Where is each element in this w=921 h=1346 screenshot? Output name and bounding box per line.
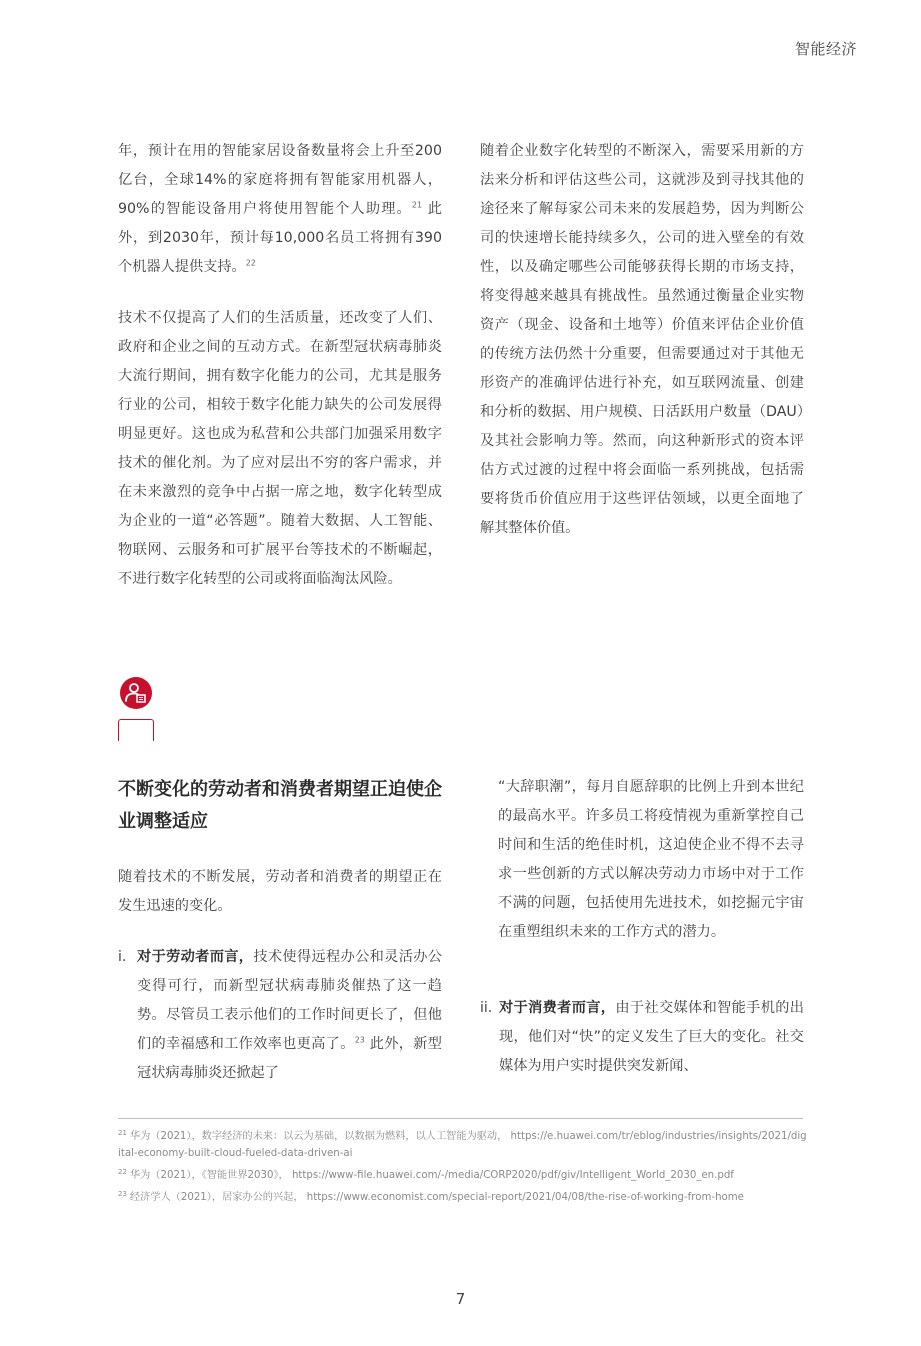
list-marker-i: i.: [118, 949, 127, 965]
intro-paragraph: 随着技术的不断发展，劳动者和消费者的期望正在发生迅速的变化。: [118, 869, 442, 914]
icon-frame-decoration: [118, 719, 154, 741]
left-paragraph-2: 技术不仅提高了人们的生活质量，还改变了人们、政府和企业之间的互动方式。在新型冠状病毒肺炎大流行期间，拥有数字化能力的公司，尤其是服务行业的公司，相较于数字化能力缺失的公司发展得明显更好。这也成为私营和公共部门加强采用数字技术的催化剂。为了应对层出不穷的客户需求，并在未来激烈的竞争中占据一席之地，数字化转型成为企业的一道“必答题”。随着大数据、人工智能、物联网、云服务和可扩展平台等技术的不断崛起，不进行数字化转型的公司或将面临淘汰风险。: [118, 310, 442, 587]
section-intro: [118, 863, 442, 921]
list-item-i-lead: 对于劳动者而言，: [137, 949, 254, 965]
right-column: [480, 137, 804, 543]
left-column: [118, 137, 442, 594]
footnote-text[interactable]: 华为（2021），数字经济的未来：以云为基础，以数据为燃料，以人工智能为驱动， https://e.huawei.com/tr/eblog/industries/insights/2021/digital-economy-built-cloud-fueled-data-driven-ai: [118, 1131, 807, 1159]
footnote-number: 22: [118, 1167, 127, 1176]
list-item-i: [118, 943, 442, 1088]
footnote-text[interactable]: 华为（2021），《智能世界2030》， https://www-file.huawei.com/-/media/CORP2020/pdf/giv/Intelligent_World_2030_en.pdf: [129, 1170, 734, 1181]
header-title: 智能经济: [794, 40, 857, 58]
right-paragraph-1: 随着企业数字化转型的不断深入，需要采用新的方法来分析和评估这些公司，这就涉及到寻找其他的途径来了解每家公司未来的发展趋势，因为判断公司的快速增长能持续多久，公司的进入壁垒的有效性，以及确定哪些公司能够获得长期的市场支持，将变得越来越具有挑战性。虽然通过衡量企业实物资产（现金、设备和土地等）价值来评估企业价值的传统方法仍然十分重要，但需要通过对于其他无形资产的准确评估进行补充，如互联网流量、创建和分析的数据、用户规模、日活跃用户数量（DAU）及其社会影响力等。然而，向这种新形式的资本评估方式过渡的过程中将会面临一系列挑战，包括需要将货币价值应用于这些评估领域，以更全面地了解其整体价值。: [480, 143, 804, 536]
footnote-22: [118, 1167, 808, 1184]
worker-consumer-icon: [118, 676, 154, 720]
list-item-i-text-b: 此外，新型冠状病毒肺炎还掀起了: [137, 1036, 442, 1081]
footnote-number: 23: [118, 1189, 127, 1198]
footnote-21: [118, 1128, 808, 1162]
footnote-ref-21[interactable]: 21: [411, 200, 423, 210]
list-item-i-continued-text: “大辞职潮”，每月自愿辞职的比例上升到本世纪的最高水平。许多员工将疫情视为重新掌控自己时间和生活的绝佳时机，这迫使企业不得不去寻求一些创新的方式以解决劳动力市场中对于工作不满的问题，包括使用先进技术，如挖掘元宇宙在重塑组织未来的工作方式的潜力。: [498, 779, 804, 940]
footnote-ref-22[interactable]: 22: [245, 258, 256, 268]
list-marker-ii: ii.: [480, 1000, 493, 1016]
list-item-i-text-a: 技术使得远程办公和灵活办公变得可行，而新型冠状病毒肺炎催热了这一趋势。尽管员工表示他们的工作时间更长了，但他们的幸福感和工作效率也更高了。: [137, 949, 442, 1052]
page-number: 7: [455, 1290, 466, 1308]
footnote-text[interactable]: 经济学人（2021），居家办公的兴起， https://www.economist.com/special-report/2021/04/08/the-rise-of-working-from-home: [129, 1192, 744, 1203]
footnote-ref-23[interactable]: 23: [354, 1035, 365, 1045]
list-item-ii-text: [499, 994, 804, 1081]
left-p1-text-a: 年，预计在用的智能家居设备数量将会上升至200亿台，全球14%的家庭将拥有智能家用机器人，90%的智能设备用户将使用智能个人助理。: [118, 143, 442, 217]
footnote-divider: [118, 1118, 803, 1119]
left-p1-text-b: 此外，到2030年，预计每10,000名员工将拥有390个机器人提供支持。: [118, 201, 442, 275]
footnote-23: [118, 1189, 808, 1206]
footnotes: [118, 1128, 808, 1211]
list-item-ii: [480, 994, 804, 1081]
section-heading: 不断变化的劳动者和消费者期望正迫使企业调整适应: [118, 779, 442, 832]
list-item-i-continued: [498, 773, 804, 947]
list-item-ii-body: 由于社交媒体和智能手机的出现，他们对“快”的定义发生了巨大的变化。社交媒体为用户实时提供突发新闻、: [499, 1000, 804, 1074]
left-paragraph-1: [118, 137, 442, 282]
list-item-ii-lead: 对于消费者而言，: [499, 1000, 616, 1016]
footnote-number: 21: [118, 1128, 127, 1137]
list-item-i-text: [137, 943, 442, 1088]
